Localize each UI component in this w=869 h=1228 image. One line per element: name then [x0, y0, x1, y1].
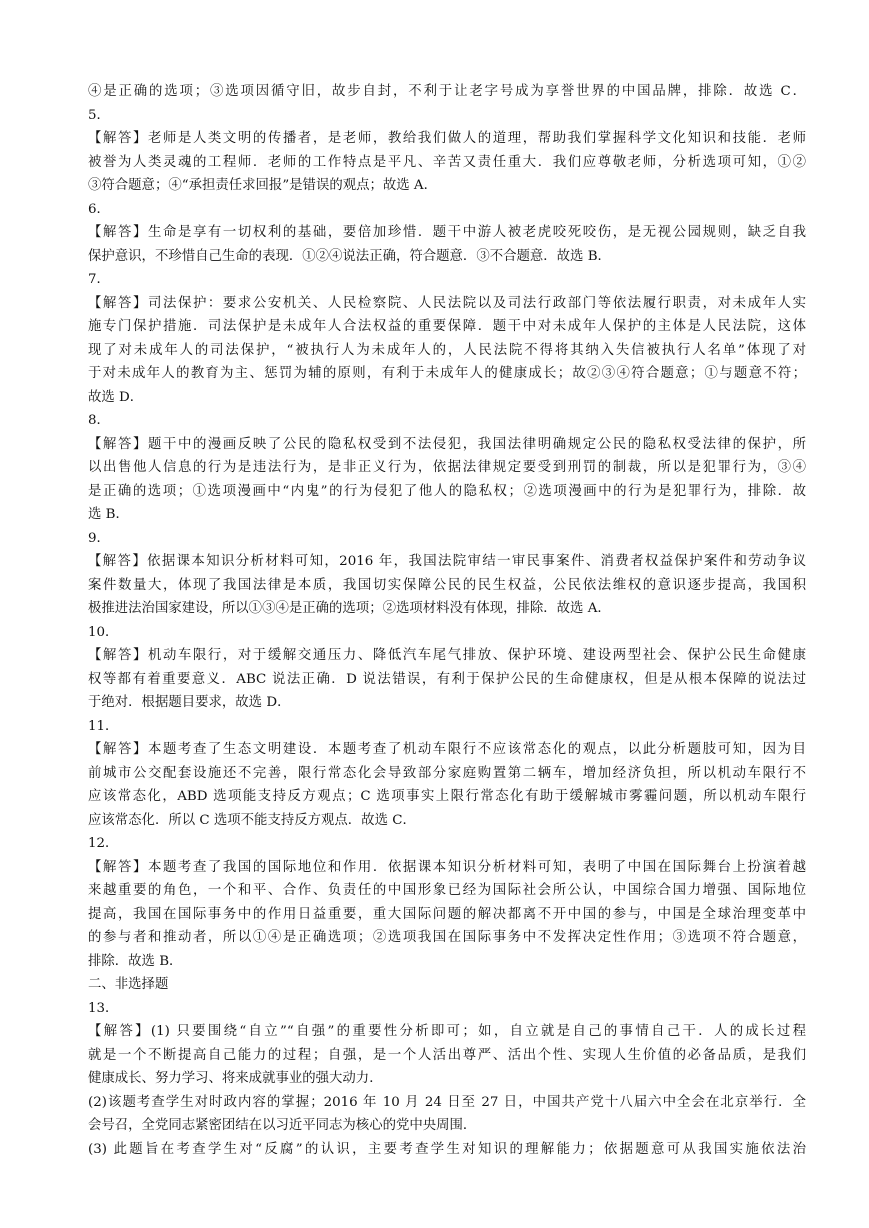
text-line: 二、非选择题	[88, 977, 169, 992]
text-line: 5．	[88, 107, 110, 123]
text-line: 会号召，全党同志紧密团结在以习近平同志为核心的党中央周围．	[88, 1118, 477, 1133]
text-line: 提高，我国在国际事务中的作用日益重要，重大国际问题的解决都离不开中国的参与，中国是全球治理变革中	[88, 906, 806, 922]
text-line: 前城市公交配套设施还不完善，限行常态化会导致部分家庭购置第二辆车，增加经济负担，所以机动车限行不	[88, 765, 806, 781]
text-line: ③符合题意；④“承担责任求回报”是错误的观点；故选 A．	[88, 178, 437, 193]
text-line: 13．	[88, 1000, 119, 1016]
text-line: 【解答】本题考查了生态文明建设．本题考查了机动车限行不应该常态化的观点，以此分析题肢可知，因为目	[88, 742, 806, 757]
text-line: 是正确的选项；①选项漫画中“内鬼”的行为侵犯了他人的隐私权；②选项漫画中的行为是犯罪行为，排除．故	[88, 483, 806, 499]
text-line: 现了对未成年人的司法保护，“被执行人为未成年人的，人民法院不得将其纳入失信被执行人名单”体现了对	[88, 342, 806, 358]
text-line: 12．	[88, 836, 119, 851]
text-line: 【解答】题干中的漫画反映了公民的隐私权受到不法侵犯，我国法律明确规定公民的隐私权受法律的保护，所	[88, 436, 806, 452]
text-line: 7．	[88, 272, 110, 287]
text-line: 8．	[88, 413, 110, 428]
text-line: 健康成长、努力学习、将来成就事业的强大动力．	[88, 1071, 383, 1086]
text-line: 【解答】(1) 只要围绕“自立”“自强”的重要性分析即可；如，自立就是自己的事情自己干．人的成长过程	[88, 1024, 806, 1039]
text-line: 【解答】依据课本知识分析材料可知，2016 年，我国法院审结一审民事案件、消费者权益保护案件和劳动争议	[88, 554, 806, 569]
text-line: 案件数量大，体现了我国法律是本质，我国切实保障公民的民生权益，公民依法维权的意识逐步提高，我国积	[88, 577, 806, 593]
text-line: 排除．故选 B．	[88, 953, 183, 969]
text-line: 于对未成年人的教育为主、惩罚为辅的原则，有利于未成年人的健康成长；故②③④符合题意；①与题意不符；	[88, 366, 806, 381]
text-line: 施专门保护措施．司法保护是未成年人合法权益的重要保障．题干中对未成年人保护的主体是人民法院，这体	[88, 319, 806, 334]
text-line: 10．	[88, 624, 119, 640]
text-line: 【解答】司法保护：要求公安机关、人民检察院、人民法院以及司法行政部门等依法履行职责，对未成年人实	[88, 295, 806, 311]
text-line: 【解答】机动车限行，对于缓解交通压力、降低汽车尾气排放、保护环境、建设两型社会、保护公民生命健康	[88, 648, 806, 663]
text-line: 【解答】老师是人类文明的传播者，是老师，教给我们做人的道理，帮助我们掌握科学文化知识和技能．老师	[88, 131, 806, 146]
text-line: 的参与者和推动者，所以①④是正确选项；②选项我国在国际事务中不发挥决定性作用；③选项不符合题意，	[88, 930, 806, 945]
text-line: (2)该题考查学生对时政内容的掌握；2016 年 10 月 24 日至 27 日，中国共产党十八届六中全会在北京举行．全	[88, 1094, 806, 1110]
text-line: 【解答】本题考查了我国的国际地位和作用．依据课本知识分析材料可知，表明了中国在国际舞台上扮演着越	[88, 859, 806, 875]
text-line: 极推进法治国家建设，所以①③④是正确的选项；②选项材料没有体现，排除．故选 A．	[88, 601, 611, 616]
answer-document	[88, 80, 806, 1161]
text-line: 【解答】生命是享有一切权利的基础，要倍加珍惜．题干中游人被老虎咬死咬伤，是无视公园规则，缺乏自我	[88, 225, 806, 240]
text-line: 保护意识，不珍惜自己生命的表现．①②④说法正确，符合题意．③不合题意．故选 B．	[88, 248, 611, 264]
text-line: 9．	[88, 530, 110, 546]
text-line: 应该常态化．所以 C 选项不能支持反方观点．故选 C．	[88, 812, 416, 828]
text-line: 就是一个不断提高自己能力的过程；自强，是一个人活出尊严、活出个性、实现人生价值的必备品质，是我们	[88, 1047, 806, 1063]
text-line: ④是正确的选项；③选项因循守旧，故步自封，不利于让老字号成为享誉世界的中国品牌，排除．故选 C．	[88, 84, 806, 99]
text-line: 被誉为人类灵魂的工程师．老师的工作特点是平凡、辛苦又责任重大．我们应尊敬老师，分析选项可知，①②	[88, 154, 806, 170]
text-line: 来越重要的角色，一个和平、合作、负责任的中国形象已经为国际社会所公认，中国综合国力增强、国际地位	[88, 883, 806, 898]
text-line: 于绝对．根据题目要求，故选 D．	[88, 695, 291, 710]
text-line: (3) 此题旨在考查学生对“反腐”的认识，主要考查学生对知识的理解能力；依据题意可从我国实施依法治	[88, 1141, 806, 1157]
text-line: 故选 D．	[88, 389, 144, 405]
text-line: 6．	[88, 201, 110, 217]
text-line: 应该常态化，ABD 选项能支持反方观点；C 选项事实上限行常态化有助于缓解城市雾霾问题，所以机动车限行	[88, 789, 806, 804]
text-line: 选 B．	[88, 507, 129, 522]
text-line: 权等都有着重要意义．ABC 说法正确．D 说法错误，有利于保护公民的生命健康权，但是从根本保障的说法过	[88, 671, 806, 687]
text-line: 以出售他人信息的行为是违法行为，是非正义行为，依据法律规定要受到刑罚的制裁，所以是犯罪行为，③④	[88, 460, 806, 475]
text-line: 11．	[88, 718, 119, 734]
